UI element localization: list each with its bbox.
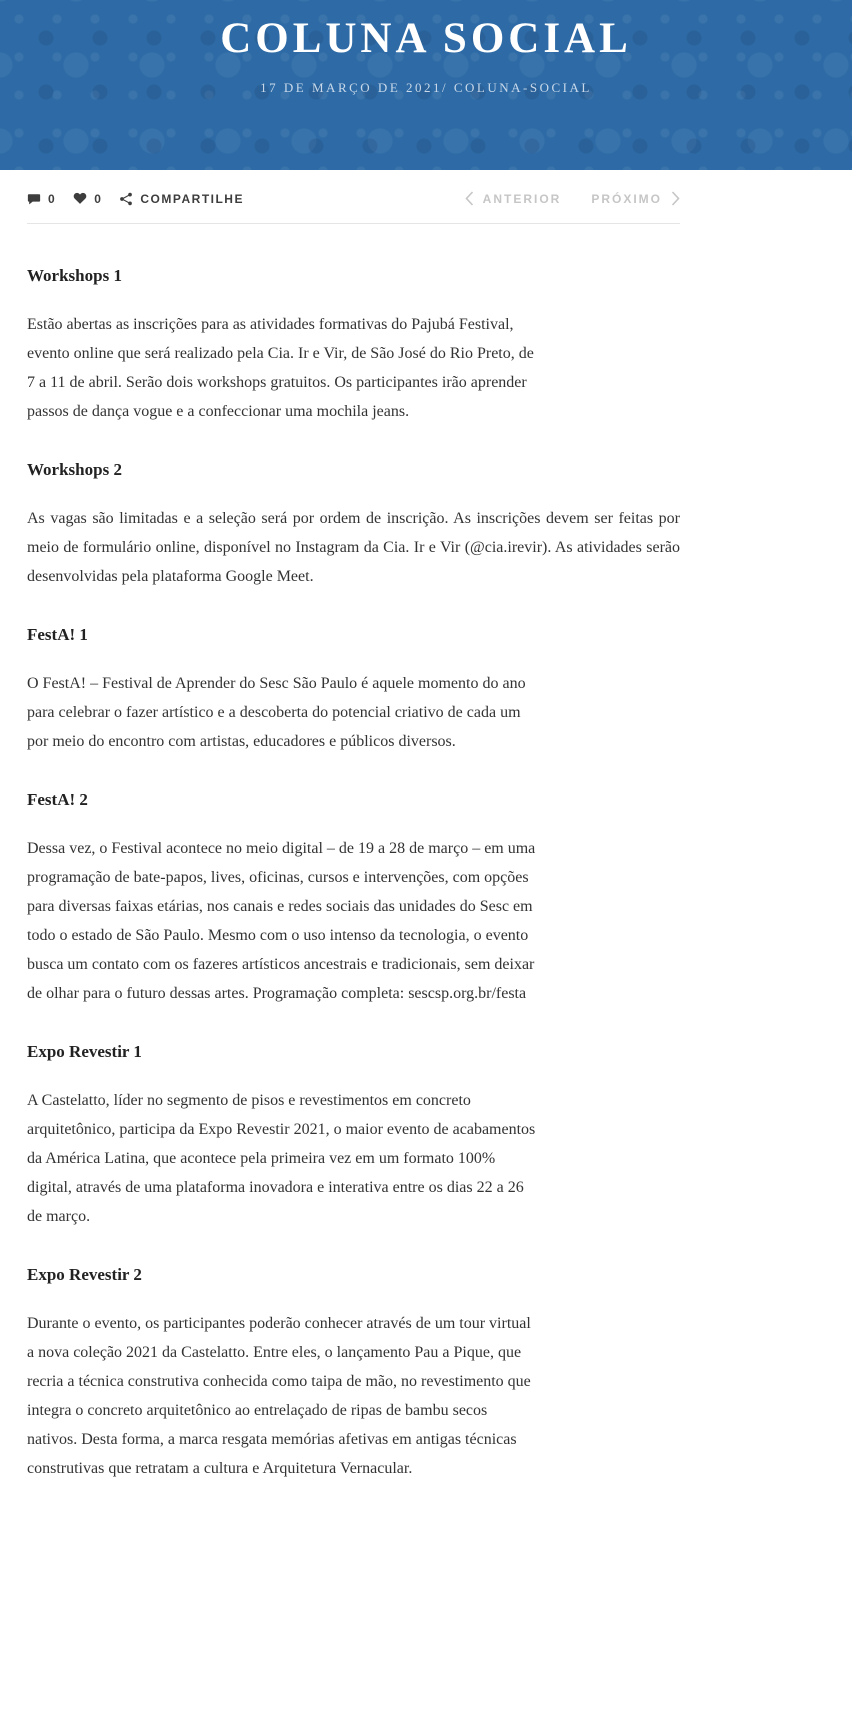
section-heading: Workshops 1 (27, 266, 122, 285)
section-heading: Expo Revestir 2 (27, 1265, 142, 1284)
section-heading: Expo Revestir 1 (27, 1042, 142, 1061)
section-paragraph: O FestA! – Festival de Aprender do Sesc São Paulo é aquele momento do ano para celebrar o fazer artístico e a descoberta do potencial criativo de cada um por meio do encontro com artistas, educadores e públicos diversos. (27, 675, 526, 750)
previous-label: ANTERIOR (482, 191, 562, 206)
section-festa-1 (27, 625, 680, 756)
section-paragraph: As vagas são limitadas e a seleção será por ordem de inscrição. As inscrições devem ser feitas por meio de formulário online, disponível no Instagram da Cia. Ir e Vir (@cia.irevir). As atividades serão desenvolvidas pela plataforma Google Meet. (27, 510, 680, 585)
section-festa-2 (27, 790, 680, 1008)
section-paragraph: A Castelatto, líder no segmento de pisos e revestimentos em concreto arquitetônico, participa da Expo Revestir 2021, o maior evento de acabamentos da América Latina, que acontece pela primeira vez em um formato 100% digital, através de uma plataforma inovadora e interativa entre os dias 22 a 26 de março. (27, 1092, 536, 1225)
section-heading: Workshops 2 (27, 460, 122, 479)
section-paragraph: Estão abertas as inscrições para as atividades formativas do Pajubá Festival, evento online que será realizado pela Cia. Ir e Vir, de São José do Rio Preto, de 7 a 11 de abril. Serão dois workshops gratuitos. Os participantes irão aprender passos de dança vogue e a confeccionar uma mochila jeans. (27, 316, 534, 420)
next-label: PRÓXIMO (591, 191, 662, 206)
comments-count: 0 (48, 191, 57, 206)
share-icon (119, 192, 133, 206)
likes-button[interactable] (73, 192, 102, 206)
likes-count: 0 (94, 191, 103, 206)
content-column (27, 191, 680, 1563)
post-meta: 17 DE MARÇO DE 2021/ COLUNA-SOCIAL (260, 80, 592, 95)
next-post-link[interactable] (591, 191, 680, 206)
chevron-left-icon (465, 191, 474, 206)
share-button[interactable] (119, 192, 244, 206)
article-body (27, 224, 680, 1563)
section-workshops-1 (27, 266, 680, 426)
section-paragraph: Dessa vez, o Festival acontece no meio digital – de 19 a 28 de março – em uma programação de bate-papos, lives, oficinas, cursos e intervenções, com opções para diversas faixas etárias, nos canais e redes sociais das unidades do Sesc em todo o estado de São Paulo. Mesmo com o uso intenso da tecnologia, o evento busca um contato com os fazeres artísticos ancestrais e tradicionais, sem deixar de olhar para o futuro dessas artes. Programação completa: sescsp.org.br/festa (27, 840, 536, 1002)
section-heading: FestA! 2 (27, 790, 88, 809)
section-workshops-2 (27, 460, 680, 591)
comments-button[interactable] (27, 192, 56, 206)
toolbar (27, 191, 680, 224)
section-expo-revestir-1 (27, 1042, 680, 1231)
page-title: COLUNA SOCIAL (220, 15, 632, 62)
section-expo-revestir-2 (27, 1265, 680, 1483)
toolbar-social-group (27, 192, 261, 206)
post-navigation (465, 191, 680, 206)
share-label: COMPARTILHE (140, 191, 244, 206)
post-header (0, 0, 852, 170)
section-heading: FestA! 1 (27, 625, 88, 644)
section-paragraph: Durante o evento, os participantes poderão conhecer através de um tour virtual a nova coleção 2021 da Castelatto. Entre eles, o lançamento Pau a Pique, que recria a técnica construtiva conhecida como taipa de mão, no revestimento que integra o concreto arquitetônico ao entrelaçado de ripas de bambu secos nativos. Desta forma, a marca resgata memórias afetivas em antigas técnicas construtivas que retratam a cultura e Arquitetura Vernacular. (27, 1315, 531, 1477)
heart-icon (73, 192, 87, 205)
chevron-right-icon (671, 191, 680, 206)
previous-post-link[interactable] (465, 191, 562, 206)
comment-icon (27, 192, 41, 206)
